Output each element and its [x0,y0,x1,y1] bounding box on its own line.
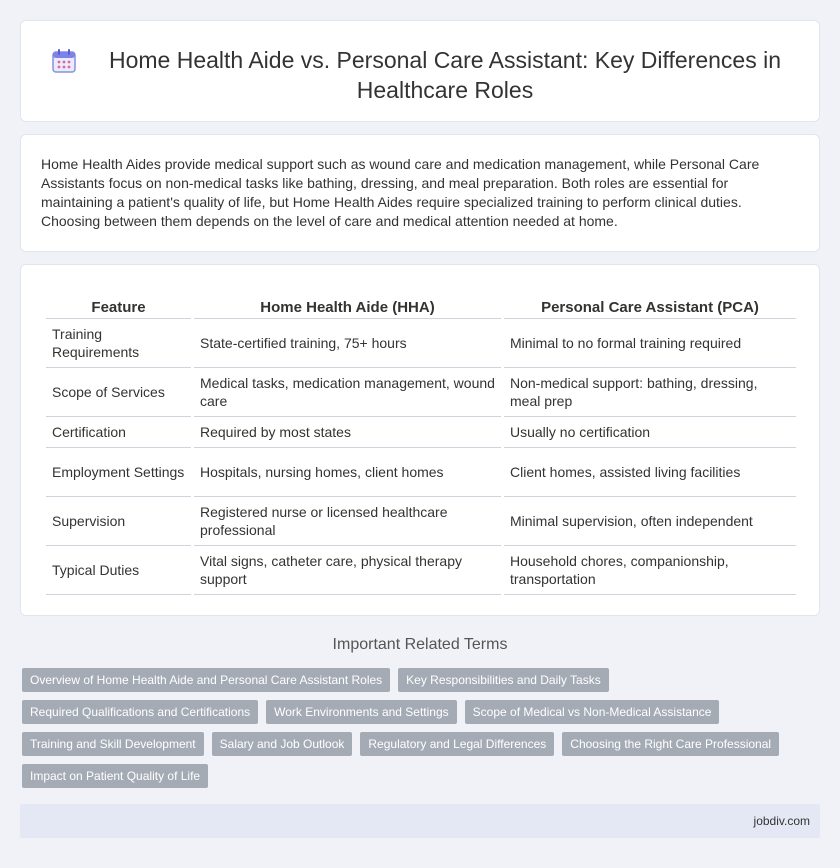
hha-cell: Required by most states [194,417,501,448]
comparison-card [20,264,820,616]
pca-cell: Non-medical support: bathing, dressing, meal prep [504,368,796,417]
pca-cell: Minimal supervision, often independent [504,497,796,546]
pca-cell: Minimal to no formal training required [504,319,796,368]
related-term-tag[interactable]: Training and Skill Development [22,732,204,756]
related-terms-list [22,668,822,796]
table-row [46,546,796,595]
table-row [46,319,796,368]
pca-cell: Household chores, companionship, transportation [504,546,796,595]
related-term-tag[interactable]: Work Environments and Settings [266,700,457,724]
site-link[interactable]: jobdiv.com [753,814,810,828]
related-term-tag[interactable]: Required Qualifications and Certifications [22,700,258,724]
hha-cell: Vital signs, catheter care, physical therapy support [194,546,501,595]
table-header-row [46,295,796,319]
header-feature: Feature [46,295,191,319]
header-card [20,20,820,122]
related-term-tag[interactable]: Overview of Home Health Aide and Personal Care Assistant Roles [22,668,390,692]
header-hha: Home Health Aide (HHA) [194,295,501,319]
feature-cell: Training Requirements [46,319,191,368]
related-term-tag[interactable]: Impact on Patient Quality of Life [22,764,208,788]
pca-cell: Client homes, assisted living facilities [504,448,796,497]
feature-cell: Certification [46,417,191,448]
table-row [46,448,796,497]
related-term-tag[interactable]: Salary and Job Outlook [212,732,353,756]
page-title: Home Health Aide vs. Personal Care Assistant: Key Differences in Healthcare Roles [108,47,781,103]
feature-cell: Employment Settings [46,448,191,497]
related-term-tag[interactable]: Scope of Medical vs Non-Medical Assistance [465,700,720,724]
pca-cell: Usually no certification [504,417,796,448]
footer [20,804,820,838]
hha-cell: State-certified training, 75+ hours [194,319,501,368]
intro-card [20,134,820,252]
related-term-tag[interactable]: Key Responsibilities and Daily Tasks [398,668,609,692]
intro-paragraph: Home Health Aides provide medical support such as wound care and medication management, while Personal Care Assistants focus on non-medical tasks like bathing, dressing, and meal preparation. Both roles are essential for maintaining a patient's quality of life, but Home Health Aides require specialized training to perform clinical duties. Choosing between them depends on the level of care and medical attention needed at home. [41,156,760,229]
table-row [46,417,796,448]
table-row [46,368,796,417]
hha-cell: Hospitals, nursing homes, client homes [194,448,501,497]
related-term-tag[interactable]: Regulatory and Legal Differences [360,732,554,756]
header-pca: Personal Care Assistant (PCA) [504,295,796,319]
feature-cell: Typical Duties [46,546,191,595]
related-terms-title: Important Related Terms [332,636,508,653]
hha-cell: Medical tasks, medication management, wound care [194,368,501,417]
hha-cell: Registered nurse or licensed healthcare professional [194,497,501,546]
feature-cell: Scope of Services [46,368,191,417]
related-term-tag[interactable]: Choosing the Right Care Professional [562,732,779,756]
table-row [46,497,796,546]
feature-cell: Supervision [46,497,191,546]
comparison-table [43,295,799,595]
